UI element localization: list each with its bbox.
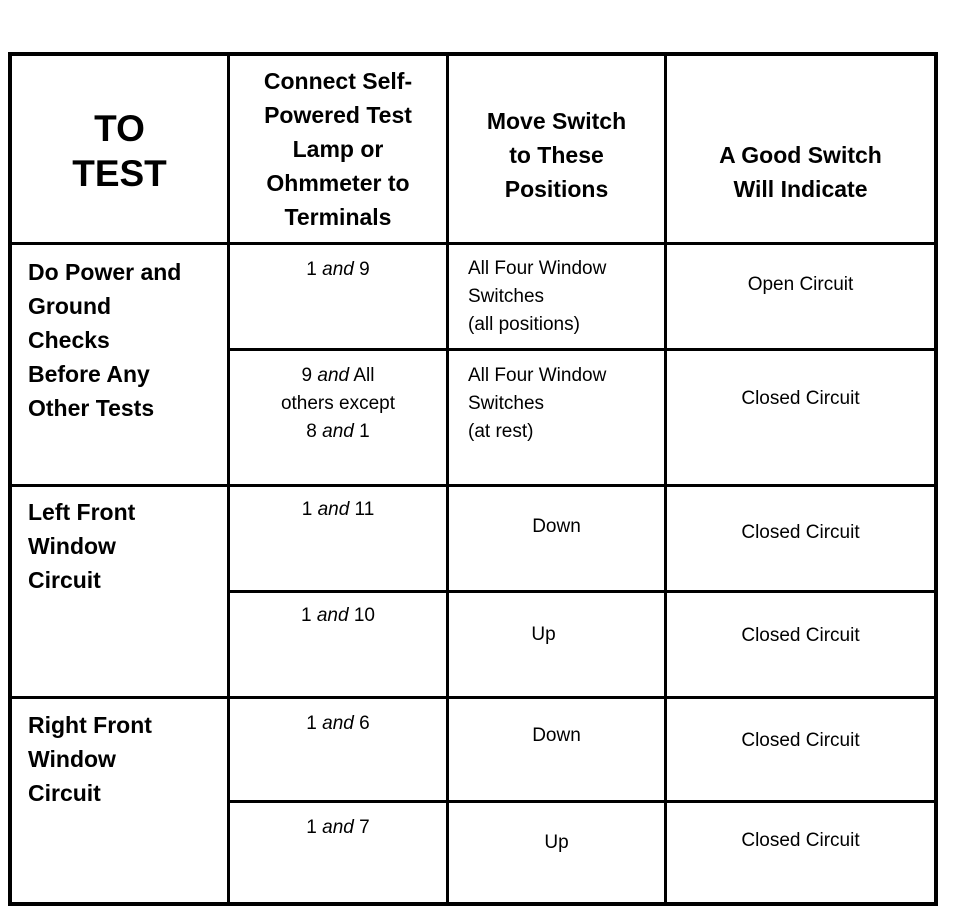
terminal-line	[230, 390, 446, 418]
result-cell	[667, 519, 934, 547]
header-to-test-line: TEST	[72, 153, 167, 194]
terminal-b: 10	[353, 605, 375, 626]
positions-cell	[449, 255, 664, 339]
position-line: Switches	[468, 286, 545, 307]
group-label-right-front	[12, 708, 227, 810]
header-connect-line: Connect Self-	[263, 68, 413, 94]
group-label-line: Circuit	[28, 567, 101, 593]
header-to-test	[12, 56, 227, 242]
terminal-text: others except	[280, 393, 396, 414]
position-line: All Four Window	[468, 365, 607, 386]
positions-cell	[449, 829, 664, 857]
header-connect-line: Terminals	[284, 204, 392, 230]
terminal-text: 8	[306, 421, 323, 442]
position-line: Up	[531, 624, 556, 645]
header-connect-line: Powered Test	[264, 102, 412, 128]
connector-word: and	[316, 605, 349, 626]
terminal-text: 9	[301, 365, 318, 386]
row-divider-sub-3	[227, 800, 934, 803]
terminal-a: 1	[306, 817, 317, 838]
position-line: Down	[532, 516, 581, 537]
group-label-line: Before Any	[28, 361, 150, 387]
group-label-line: Other Tests	[28, 395, 155, 421]
terminal-text: All	[349, 365, 375, 386]
terminals-cell	[230, 256, 446, 284]
terminal-b: 9	[359, 259, 370, 280]
positions-cell	[449, 513, 664, 541]
group-label-left-front	[12, 495, 227, 597]
positions-cell	[436, 621, 651, 649]
terminal-b: 6	[359, 713, 370, 734]
positions-cell	[449, 722, 664, 750]
header-indicate-line: A Good Switch	[719, 142, 882, 168]
group-label-line: Window	[28, 746, 116, 772]
terminal-text: 1	[353, 421, 370, 442]
group-label-power-ground	[12, 255, 227, 425]
result-text: Closed Circuit	[741, 522, 860, 543]
terminal-b: 11	[354, 499, 375, 520]
header-move-line: Move Switch	[486, 108, 627, 134]
result-text: Closed Circuit	[741, 388, 860, 409]
terminals-cell	[230, 362, 446, 446]
connector-word: and	[322, 259, 354, 280]
terminals-cell	[230, 602, 446, 630]
connector-word: and	[322, 817, 354, 838]
row-divider-header	[12, 242, 934, 245]
connector-word: and	[322, 713, 354, 734]
terminals-cell	[230, 496, 446, 524]
connector-word: and	[322, 421, 354, 442]
result-cell	[667, 271, 934, 299]
header-connect	[230, 56, 446, 242]
header-connect-line: Lamp or	[292, 136, 384, 162]
connector-word: and	[317, 365, 350, 386]
row-divider-sub-1	[227, 348, 934, 351]
header-to-test-line: TO	[94, 108, 145, 149]
connector-word: and	[317, 499, 350, 520]
header-good-switch	[667, 56, 934, 242]
result-text: Closed Circuit	[741, 830, 860, 851]
group-label-line: Do Power and	[28, 259, 182, 285]
position-line: All Four Window	[468, 258, 607, 279]
position-line: Switches	[468, 393, 545, 414]
result-text: Closed Circuit	[741, 730, 860, 751]
position-line: Down	[532, 725, 581, 746]
header-move-line: to These	[509, 142, 604, 168]
group-label-line: Window	[28, 533, 116, 559]
terminals-cell	[230, 710, 446, 738]
result-cell	[667, 727, 934, 755]
positions-cell	[449, 362, 664, 446]
terminal-a: 1	[301, 605, 312, 626]
position-line: Up	[544, 832, 569, 853]
result-cell	[667, 622, 934, 650]
header-connect-line: Ohmmeter to	[266, 170, 410, 196]
header-move-switch	[449, 56, 664, 242]
group-label-line: Right Front	[28, 712, 152, 738]
header-indicate-line: Will Indicate	[733, 176, 868, 202]
switch-test-table	[8, 52, 938, 906]
group-label-line: Left Front	[28, 499, 136, 525]
row-divider-group-1	[12, 484, 934, 487]
row-divider-group-2	[12, 696, 934, 699]
result-cell	[667, 385, 934, 413]
header-move-line: Positions	[504, 176, 609, 202]
position-line: (all positions)	[468, 314, 580, 335]
group-label-line: Checks	[28, 327, 110, 353]
terminal-line	[230, 362, 446, 390]
terminal-b: 7	[359, 817, 370, 838]
terminal-a: 1	[306, 259, 317, 280]
result-text: Open Circuit	[747, 274, 854, 295]
terminal-line	[230, 418, 446, 446]
terminal-a: 1	[301, 499, 313, 520]
terminal-a: 1	[306, 713, 317, 734]
position-line: (at rest)	[468, 421, 534, 442]
result-cell	[667, 827, 934, 855]
terminals-cell	[230, 814, 446, 842]
result-text: Closed Circuit	[741, 625, 860, 646]
group-label-line: Circuit	[28, 780, 101, 806]
group-label-line: Ground	[28, 293, 112, 319]
row-divider-sub-2	[227, 590, 934, 593]
